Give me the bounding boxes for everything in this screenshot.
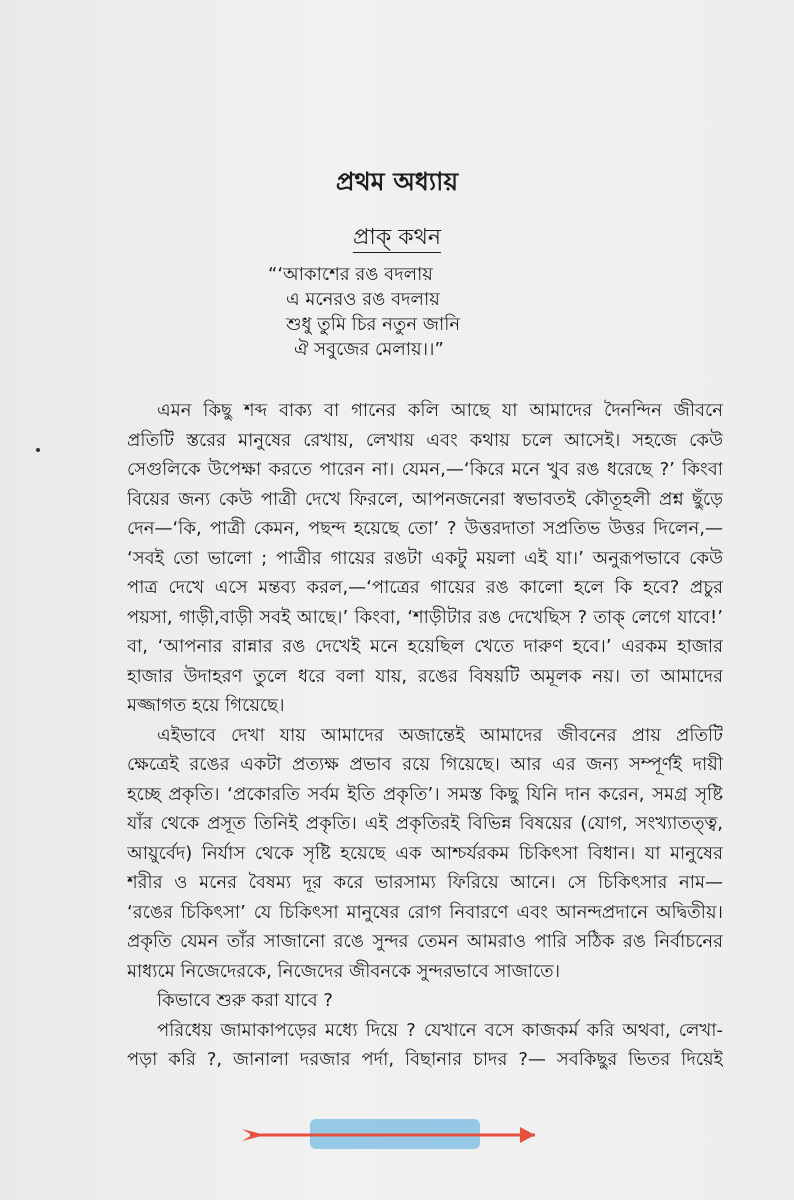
text-line: কিভাবে শুরু করা যাবে ? <box>157 990 333 1011</box>
text-line: প্রতিটি স্তরের মানুষের রেখায়, লেখায় এবং কথায় চলে আসেই। সহজে কেউ <box>127 429 723 451</box>
section-title-text: প্রাক্ কথন <box>353 225 441 253</box>
text-line: এমন কিছু শব্দ বাক্য বা গানের কলি আছে যা আমাদের দৈনন্দিন জীবনে <box>157 400 723 421</box>
text-line: মাধ্যমে নিজেদেরকে, নিজেদের জীবনকে সুন্দরভাবে সাজাতে। <box>127 960 561 982</box>
chapter-title: প্রথম অধ্যায় <box>335 167 459 196</box>
text-line: বিয়ের জন্য কেউ পাত্রী দেখে ফিরলে, আপনজনেরা স্বভাবতই কৌতূহলী প্রশ্ন ছুঁড়ে <box>127 488 723 510</box>
paragraph-4 <box>127 1016 723 1075</box>
text-line: মজ্জাগত হয়ে গিয়েছে। <box>127 695 285 716</box>
text-line: পড়া করি ?, জানালা দরজার পর্দা, বিছানার চাদর ?— সবকিছুর ভিতর দিয়েই <box>127 1049 723 1070</box>
poem-line: শুধু তুমি চির নতুন জানি <box>286 314 461 335</box>
text-line: বা, ‘আপনার রান্নার রঙ দেখেই মনে হয়েছিল খেতে দারুণ হবে।’ এরকম হাজার <box>127 636 723 657</box>
text-line: পরিধেয় জামাকাপড়ের মধ্যে দিয়ে ? যেখানে বসে কাজকর্ম করি অথবা, লেখা- <box>157 1019 723 1041</box>
text-line: শরীর ও মনের বৈষম্য দূর করে ভারসাম্য ফিরিয়ে আনে। সে চিকিৎসার নাম— <box>127 872 723 893</box>
paragraph-2 <box>127 721 723 987</box>
paragraph-3 <box>127 986 723 1016</box>
text-line: প্রকৃতি যেমন তাঁর সাজানো রঙে সুন্দর তেমন আমরাও পারি সঠিক রঙ নির্বাচনের <box>127 931 723 952</box>
body-text <box>127 396 723 1075</box>
text-line: হচ্ছে প্রকৃতি। ‘প্রকোরতি সর্বম ইতি প্রকৃতি’। সমস্ত কিছু যিনি দান করেন, সমগ্র সৃষ্টি <box>127 783 723 805</box>
section-title <box>0 224 794 252</box>
text-line: দেন—‘কি, পাত্রী কেমন, পছন্দ হয়েছে তো’ ? উত্তরদাতা সপ্রতিভ উত্তর দিলেন,— <box>127 518 723 539</box>
paragraph-1 <box>127 396 723 721</box>
watermark-arrow-icon <box>240 1115 550 1155</box>
text-line: হাজার উদাহরণ তুলে ধরে বলা যায়, রঙের বিষয়টি অমূলক নয়। তা আমাদের <box>127 665 723 687</box>
margin-mark <box>36 448 40 452</box>
poem-quote <box>268 262 460 362</box>
text-line: ক্ষেত্রেই রঙের একটা প্রত্যক্ষ প্রভাব রয়ে গিয়েছে। আর এর জন্য সম্পূর্ণই দায়ী <box>127 754 723 775</box>
text-line: এইভাবে দেখা যায় আমাদের অজান্তেই আমাদের জীবনের প্রায় প্রতিটি <box>157 724 723 746</box>
text-line: পাত্র দেখে এসে মন্তব্য করল,—‘পাত্রের গায়ের রঙ কালো হলে কি হবে? প্রচুর <box>127 577 723 598</box>
text-line: যাঁর থেকে প্রসূত তিনিই প্রকৃতি। এই প্রকৃতিরই বিভিন্ন বিষয়ের (যোগ, সংখ্যাতত্ত্ব, <box>127 813 723 834</box>
text-line: সেগুলিকে উপেক্ষা করতে পারেন না। যেমন,—‘কিরে মনে খুব রঙ ধরেছে ?’ কিংবা <box>127 459 723 480</box>
poem-line: “‘আকাশের রঙ বদলায় <box>268 264 433 285</box>
text-line: ‘রঙের চিকিৎসা’ যে চিকিৎসা মানুষের রোগ নিবারণে এবং আনন্দপ্রদানে অদ্বিতীয়। <box>127 901 723 923</box>
poem-line: ঐ সবুজের মেলায়।।” <box>294 339 444 360</box>
poem-line: এ মনেরও রঙ বদলায় <box>286 289 440 310</box>
text-line: পয়সা, গাড়ী,বাড়ী সবই আছে।’ কিংবা, ‘শাড়ীটার রঙ দেখেছিস ? তাক্ লেগে যাবে!’ <box>127 606 723 628</box>
text-line: ‘সবই তো ভালো ; পাত্রীর গায়ের রঙটা একটু ময়লা এই যা।’ অনুরূপভাবে কেউ <box>127 547 723 569</box>
text-line: আয়ুর্বেদ) নির্যাস থেকে সৃষ্টি হয়েছে এক আশ্চর্যরকম চিকিৎসা বিধান। যা মানুষের <box>127 842 723 864</box>
